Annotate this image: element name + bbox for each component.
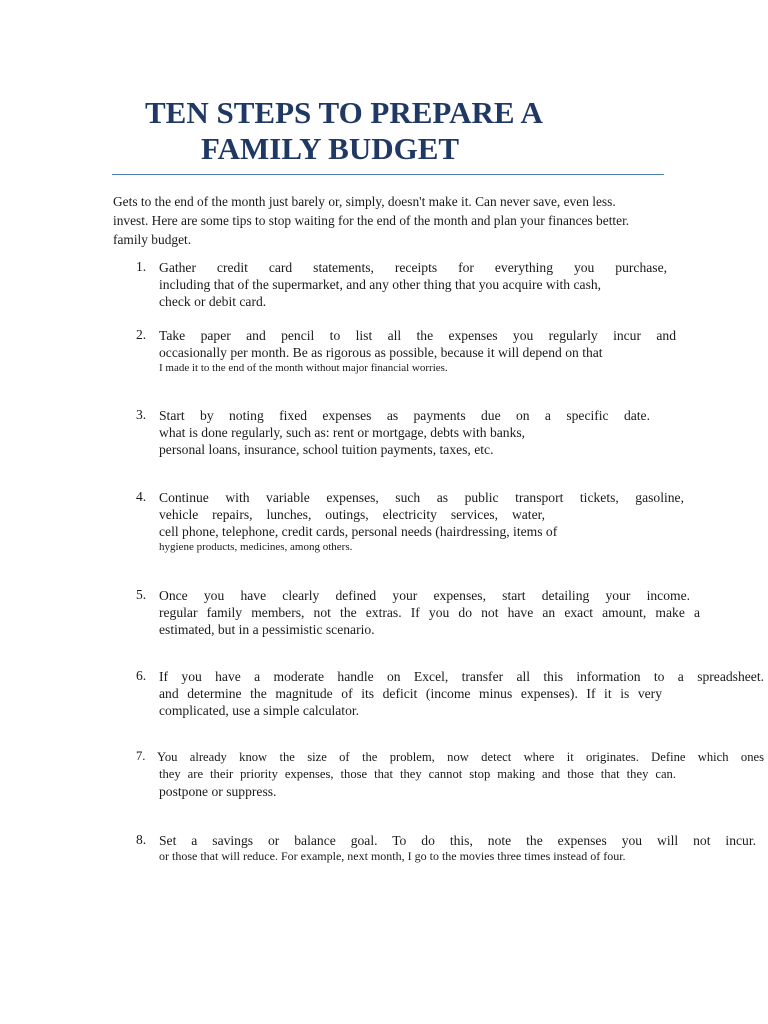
intro-line: Gets to the end of the month just barely or, simply, doesn't make it. Can never save, even less. — [113, 194, 616, 209]
step-line: they are their priority expenses, those that they cannot stop making and those that they can. — [159, 767, 676, 781]
intro-line: family budget. — [113, 232, 192, 247]
step-line: You already know the size of the problem, now detect where it originates. Define which ones — [157, 750, 764, 764]
step-line: Continue with variable expenses, such as public transport tickets, gasoline, — [159, 490, 684, 505]
step-line: personal loans, insurance, school tuition payments, taxes, etc. — [159, 442, 494, 457]
step-line: I made it to the end of the month without major financial worries. — [159, 362, 448, 374]
step-line: occasionally per month. Be as rigorous as possible, because it will depend on that — [159, 345, 603, 360]
step-line: Once you have clearly defined your expenses, start detailing your income. — [159, 588, 690, 603]
step-line: check or debit card. — [159, 294, 267, 309]
step-number: 3. — [136, 407, 147, 422]
step-line: regular family members, not the extras. If you do not have an exact amount, make a — [159, 605, 700, 620]
step-number: 8. — [136, 832, 147, 847]
step-line: vehicle repairs, lunches, outings, electricity services, water, — [159, 507, 545, 522]
step-line: cell phone, telephone, credit cards, personal needs (hairdressing, items of — [159, 524, 558, 539]
step-line: and determine the magnitude of its deficit (income minus expenses). If it is very — [159, 686, 662, 701]
step-number: 4. — [136, 489, 147, 504]
intro-paragraph — [113, 192, 673, 249]
step-number: 5. — [136, 587, 147, 602]
intro-line: invest. Here are some tips to stop waiting for the end of the month and plan your finances better. — [113, 213, 630, 228]
step-number: 1. — [136, 259, 147, 274]
document-title-line-1: TEN STEPS TO PREPARE A — [145, 95, 543, 130]
step-line: If you have a moderate handle on Excel, transfer all this information to a spreadsheet. — [159, 669, 764, 684]
title-divider — [112, 174, 664, 175]
step-line: or those that will reduce. For example, next month, I go to the movies three times instead of four. — [159, 849, 626, 863]
step-line: Start by noting fixed expenses as payments due on a specific date. — [159, 408, 650, 423]
step-number: 2. — [136, 327, 147, 342]
step-line: complicated, use a simple calculator. — [159, 703, 360, 718]
step-number: 7. — [136, 749, 146, 763]
step-line: Set a savings or balance goal. To do this, note the expenses you will not incur. — [159, 833, 756, 848]
step-line: hygiene products, medicines, among others. — [159, 541, 353, 553]
step-line: Gather credit card statements, receipts for everything you purchase, — [159, 260, 667, 275]
document-title-line-2: FAMILY BUDGET — [201, 131, 460, 166]
step-line: what is done regularly, such as: rent or mortgage, debts with banks, — [159, 425, 526, 440]
step-line: estimated, but in a pessimistic scenario. — [159, 622, 375, 637]
step-line: Take paper and pencil to list all the expenses you regularly incur and — [159, 328, 676, 343]
step-line: including that of the supermarket, and any other thing that you acquire with cash, — [159, 277, 602, 292]
step-line: postpone or suppress. — [159, 784, 277, 799]
step-number: 6. — [136, 668, 147, 683]
